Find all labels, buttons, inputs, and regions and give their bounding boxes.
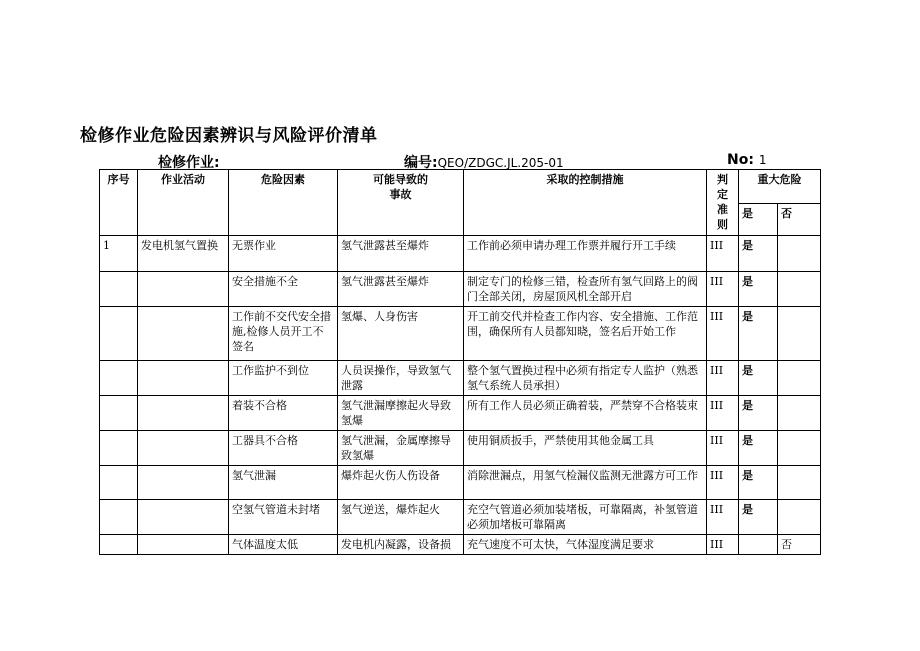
cell-no: 否 (778, 535, 821, 555)
cell-seq (100, 307, 138, 361)
cell-hazard: 无票作业 (229, 236, 338, 272)
cell-measures: 制定专门的检修三错，检查所有氢气回路上的阀门全部关闭，房屋顶风机全部开启 (464, 272, 707, 307)
header-accident: 可能导致的 事故 (338, 170, 464, 236)
cell-measures: 工作前必须申请办理工作票并履行开工手续 (464, 236, 707, 272)
cell-criterion: III (707, 500, 739, 535)
cell-seq (100, 466, 138, 500)
cell-hazard: 工作监护不到位 (229, 361, 338, 396)
cell-no (778, 466, 821, 500)
code-value: QEO/ZDGC.JL.205-01 (437, 156, 564, 170)
cell-criterion: III (707, 431, 739, 466)
cell-activity (138, 535, 229, 555)
cell-activity: 发电机氢气置换 (138, 236, 229, 272)
cell-measures: 所有工作人员必须正确着装，严禁穿不合格装束 (464, 396, 707, 431)
risk-table (99, 169, 821, 555)
header-activity: 作业活动 (138, 170, 229, 236)
cell-accident: 爆炸起火伤人伤设备 (338, 466, 464, 500)
header-no: 否 (778, 204, 821, 236)
cell-yes: 是 (739, 466, 778, 500)
cell-activity (138, 361, 229, 396)
cell-hazard: 气体温度太低 (229, 535, 338, 555)
cell-yes: 是 (739, 236, 778, 272)
cell-yes (739, 535, 778, 555)
cell-no (778, 396, 821, 431)
table-row (100, 466, 821, 500)
cell-accident: 氢气泄露甚至爆炸 (338, 236, 464, 272)
number-value: 1 (758, 153, 767, 167)
table-row (100, 307, 821, 361)
cell-seq (100, 535, 138, 555)
document-title: 检修作业危险因素辨识与风险评价清单 (80, 126, 378, 146)
cell-activity (138, 431, 229, 466)
cell-hazard: 安全措施不全 (229, 272, 338, 307)
table-body (100, 236, 821, 555)
table-row (100, 272, 821, 307)
code-label: 编号: (404, 155, 438, 171)
cell-hazard: 工器具不合格 (229, 431, 338, 466)
cell-accident: 氢爆、人身伤害 (338, 307, 464, 361)
cell-accident: 氢气泄漏，金属摩擦导致氢爆 (338, 431, 464, 466)
cell-criterion: III (707, 535, 739, 555)
cell-measures: 开工前交代并检查工作内容、安全措施、工作范围，确保所有人员都知晓，签名后开始工作 (464, 307, 707, 361)
cell-yes: 是 (739, 272, 778, 307)
cell-activity (138, 466, 229, 500)
cell-no (778, 236, 821, 272)
cell-accident: 人员误操作，导致氢气泄露 (338, 361, 464, 396)
table-row (100, 396, 821, 431)
cell-criterion: III (707, 307, 739, 361)
cell-hazard: 氢气泄漏 (229, 466, 338, 500)
cell-yes: 是 (739, 500, 778, 535)
table-row (100, 361, 821, 396)
cell-no (778, 500, 821, 535)
cell-yes: 是 (739, 396, 778, 431)
cell-criterion: III (707, 466, 739, 500)
cell-criterion: III (707, 396, 739, 431)
cell-accident: 氢气泄露甚至爆炸 (338, 272, 464, 307)
header-seq: 序号 (100, 170, 138, 236)
cell-criterion: III (707, 236, 739, 272)
cell-yes: 是 (739, 431, 778, 466)
cell-seq (100, 431, 138, 466)
cell-measures: 整个氢气置换过程中必须有指定专人监护（熟悉氢气系统人员承担） (464, 361, 707, 396)
cell-accident: 氢气泄漏摩擦起火导致氢爆 (338, 396, 464, 431)
table-row (100, 500, 821, 535)
cell-yes: 是 (739, 307, 778, 361)
cell-seq (100, 361, 138, 396)
cell-criterion: III (707, 361, 739, 396)
cell-activity (138, 307, 229, 361)
cell-measures: 使用铜质扳手，严禁使用其他金属工具 (464, 431, 707, 466)
cell-seq (100, 396, 138, 431)
cell-seq (100, 272, 138, 307)
cell-activity (138, 500, 229, 535)
header-measures: 采取的控制措施 (464, 170, 707, 236)
cell-yes: 是 (739, 361, 778, 396)
table-row (100, 236, 821, 272)
cell-measures: 充空气管道必须加装堵板，可靠隔离，补氢管道必须加堵板可靠隔离 (464, 500, 707, 535)
cell-seq (100, 500, 138, 535)
header-hazard: 危险因素 (229, 170, 338, 236)
cell-no (778, 272, 821, 307)
table-row (100, 535, 821, 555)
header-criterion: 判 定 准 则 (707, 170, 739, 236)
number-label: No: (727, 152, 754, 168)
cell-measures: 充气速度不可太快，气体湿度满足要求 (464, 535, 707, 555)
cell-measures: 消除泄漏点，用氢气检漏仪监测无泄露方可工作 (464, 466, 707, 500)
cell-hazard: 着装不合格 (229, 396, 338, 431)
cell-activity (138, 272, 229, 307)
table-row (100, 431, 821, 466)
cell-no (778, 307, 821, 361)
cell-criterion: III (707, 272, 739, 307)
header-yes: 是 (739, 204, 778, 236)
cell-accident: 氢气逆送，爆炸起火 (338, 500, 464, 535)
cell-no (778, 431, 821, 466)
cell-accident: 发电机内凝露，设备损 (338, 535, 464, 555)
cell-no (778, 361, 821, 396)
section-label: 检修作业: (158, 155, 220, 171)
cell-hazard: 工作前不交代安全措施,检修人员开工不签名 (229, 307, 338, 361)
cell-activity (138, 396, 229, 431)
number-line (727, 152, 766, 168)
cell-seq: 1 (100, 236, 138, 272)
cell-hazard: 空氢气管道未封堵 (229, 500, 338, 535)
header-major: 重大危险 (739, 170, 821, 204)
